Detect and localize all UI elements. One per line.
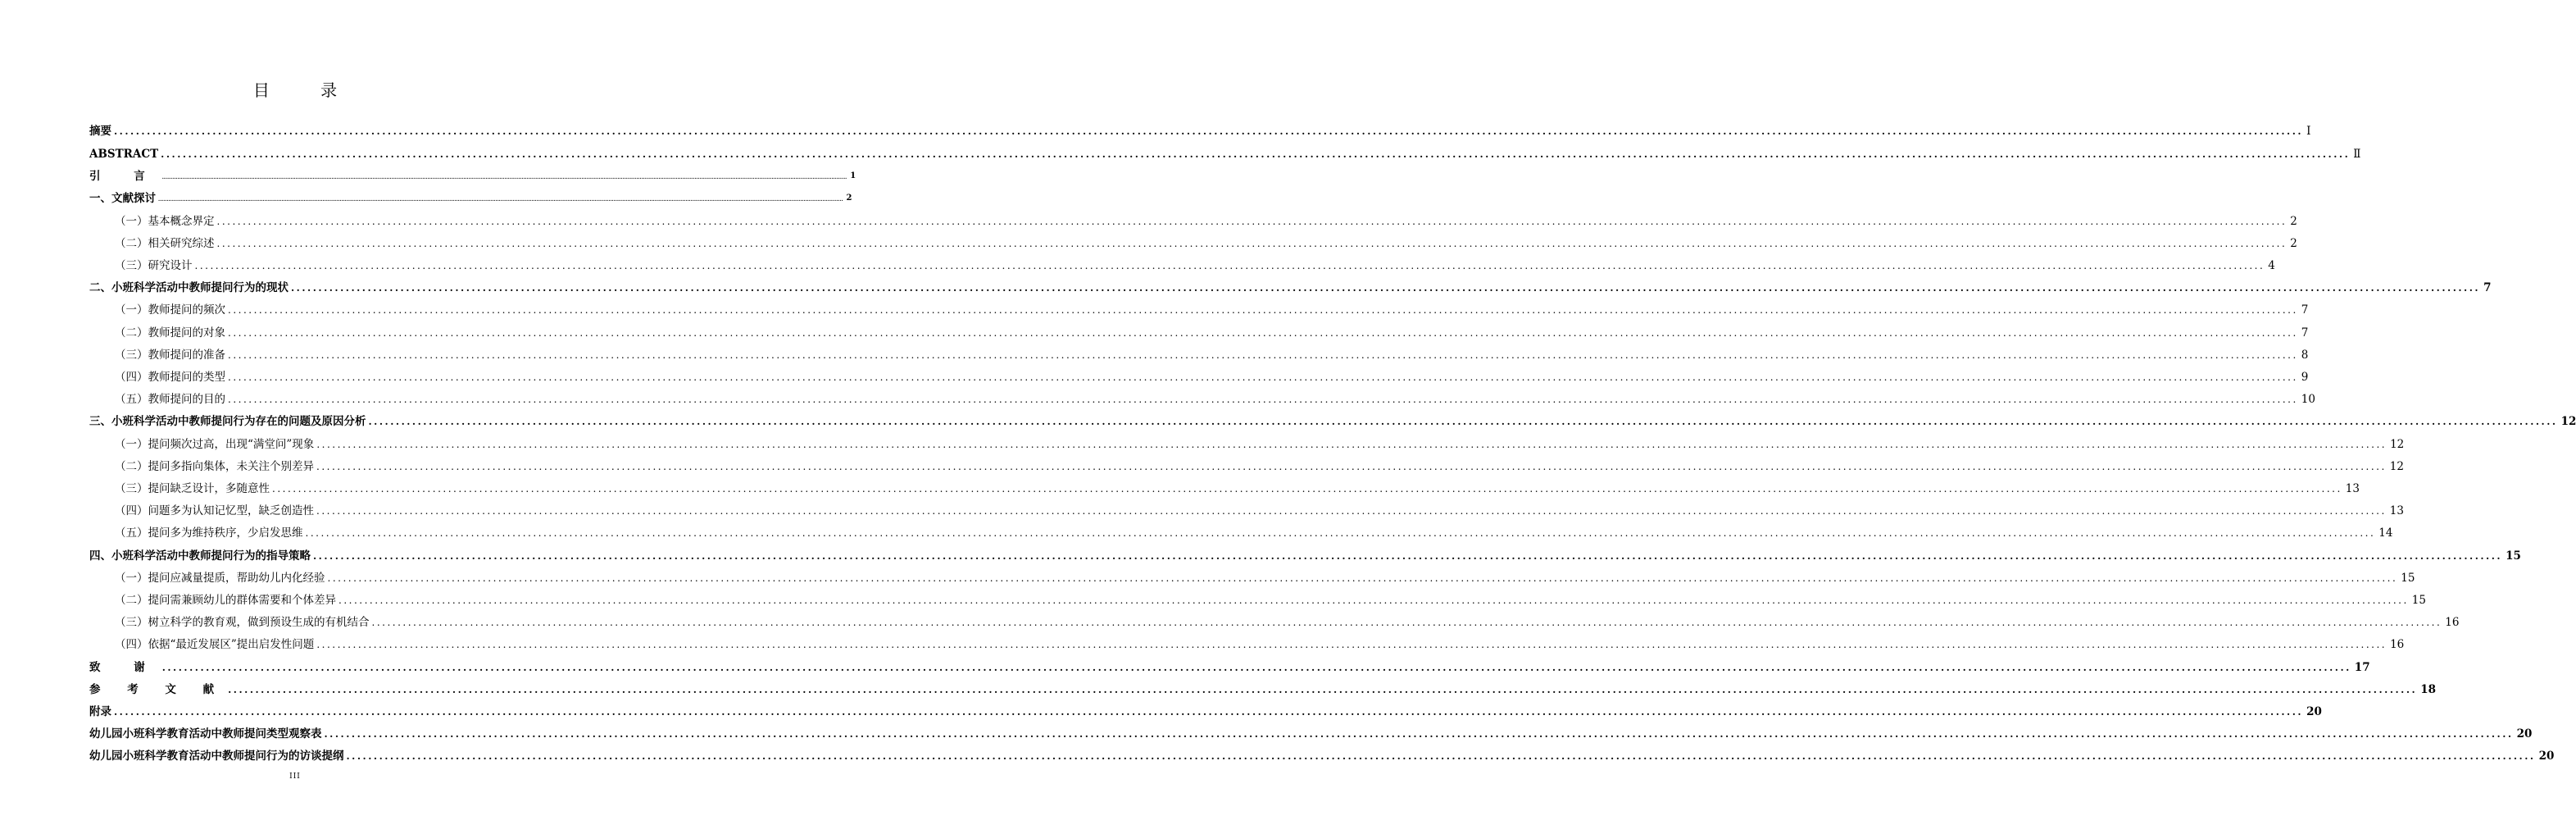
dot-leader: ................................................................................................................................................................................................................................................................................................................................................................................................................ — [327, 572, 2398, 584]
toc-entry-label: （二）教师提问的对象 — [115, 326, 225, 340]
page-title: 目 录 — [252, 80, 361, 100]
dot-leader: ................................................................................................................................................................................................................................................................................................................................................................................................................ — [368, 416, 2558, 427]
toc-entry-label: 三、小班科学活动中教师提问行为存在的问题及原因分析 — [89, 415, 366, 428]
toc-entry-label: 一、文献探讨 — [89, 192, 156, 205]
toc-entry-label: 幼儿园小班科学教育活动中教师提问行为的访谈提纲 — [89, 750, 344, 763]
dot-leader: ................................................................................................................................................................................................................................................................................................................................................................................................................ — [346, 750, 2536, 762]
toc-entry-page: 12 — [2390, 438, 2405, 451]
toc-entry[interactable] — [89, 143, 2361, 162]
dot-leader: ................................................................................................................................................................................................................................................................................................................................................................................................................ — [228, 349, 2298, 361]
dot-leader: ................................................................................................................................................................................................................................................................................................................................................................................................................ — [305, 527, 2376, 539]
toc-entry[interactable] — [115, 589, 2426, 608]
toc-entry-page: 15 — [2506, 549, 2521, 563]
dot-leader: ................................................................................................................................................................................................................................................................................................................................................................................................................ — [228, 371, 2298, 383]
dot-leader: ................................................................................................................................................................................................................................................................................................................................................................................................................ — [161, 148, 2351, 160]
toc-entry-page: 17 — [2354, 661, 2370, 674]
toc-entry[interactable] — [89, 410, 2576, 430]
page-number-footer: III — [289, 772, 301, 781]
toc-entry-page: Ⅰ — [2306, 125, 2311, 138]
toc-entry-label: （四）教师提问的类型 — [115, 371, 225, 384]
toc-entry[interactable] — [115, 299, 2309, 318]
dot-leader: ................................................................................................................................................................................................................................................................................................................................................................................................................ — [228, 327, 2298, 339]
toc-entry-label: （一）基本概念界定 — [115, 215, 215, 228]
toc-entry[interactable] — [115, 477, 2360, 497]
toc-entry-page: 7 — [2483, 281, 2492, 294]
toc-entry-page: 9 — [2301, 371, 2309, 384]
toc-entry[interactable] — [115, 633, 2405, 653]
toc-entry[interactable] — [115, 455, 2404, 475]
toc-entry[interactable] — [115, 344, 2309, 363]
toc-entry[interactable] — [89, 187, 852, 207]
toc-entry-label: 致 谢 — [89, 661, 160, 674]
toc-entry-page: 15 — [2401, 572, 2415, 585]
toc-entry-page: 4 — [2268, 259, 2275, 272]
toc-entry-label: 参 考 文 献 — [89, 683, 226, 696]
toc-entry[interactable] — [115, 321, 2309, 341]
toc-entry[interactable] — [89, 656, 2370, 676]
toc-entry-page: 13 — [2389, 504, 2404, 517]
toc-entry-page: 20 — [2516, 727, 2533, 741]
toc-entry-label: （二）提问需兼顾幼儿的群体需要和个体差异 — [115, 594, 336, 607]
dot-leader: ................................................................................................................................................................................................................................................................................................................................................................................................................ — [216, 238, 2288, 249]
toc-entry-label: 引 言 — [89, 170, 160, 183]
toc-entry[interactable] — [115, 522, 2393, 541]
toc-entry-label: （一）教师提问的频次 — [115, 303, 225, 317]
toc-entry[interactable] — [115, 366, 2309, 385]
toc-entry[interactable] — [115, 210, 2297, 230]
toc-entry-page: 18 — [2420, 683, 2436, 696]
toc-entry-page: Ⅱ — [2353, 148, 2361, 161]
toc-entry-page: 2 — [846, 194, 852, 203]
toc-entry-label: （四）依据“最近发展区”提出启发性问题 — [115, 638, 315, 651]
dot-leader: ................................................................................................................................................................................................................................................................................................................................................................................................................ — [114, 125, 2304, 137]
toc-entry-page: 7 — [2301, 303, 2309, 317]
toc-entry[interactable] — [115, 254, 2275, 274]
toc-entry-label: 幼儿园小班科学教育活动中教师提问类型观察表 — [89, 727, 322, 741]
toc-entry-label: （二）相关研究综述 — [115, 237, 215, 250]
dot-leader: ................................................................................................................................................................................................................................................................................................................................................................................................................ — [316, 639, 2387, 650]
toc-entry-label: （三）树立科学的教育观，做到预设生成的有机结合 — [115, 616, 370, 629]
dot-leader: ................................................................................................................................................................................................................................................................................................................................................................................................................ — [161, 175, 847, 180]
toc-entry[interactable] — [115, 567, 2415, 586]
dot-leader: ................................................................................................................................................................................................................................................................................................................................................................................................................ — [272, 483, 2342, 494]
toc-entry-page: 8 — [2301, 349, 2309, 362]
toc-entry-label: （五）教师提问的目的 — [115, 393, 225, 406]
toc-entry[interactable] — [89, 722, 2533, 742]
toc-entry-page: 12 — [2389, 460, 2404, 473]
toc-entry[interactable] — [89, 120, 2311, 139]
dot-leader: ................................................................................................................................................................................................................................................................................................................................................................................................................ — [338, 595, 2409, 606]
toc-entry[interactable] — [89, 745, 2555, 764]
toc-entry-page: 20 — [2538, 750, 2555, 763]
toc-entry-page: 2 — [2290, 237, 2297, 250]
toc-entry-label: 四、小班科学活动中教师提问行为的指导策略 — [89, 549, 311, 563]
toc-entry-label: ABSTRACT — [89, 148, 159, 161]
toc-entry-label: （一）提问应减量提质，帮助幼儿内化经验 — [115, 572, 325, 585]
dot-leader: ................................................................................................................................................................................................................................................................................................................................................................................................................ — [158, 197, 843, 203]
dot-leader: ................................................................................................................................................................................................................................................................................................................................................................................................................ — [316, 461, 2387, 472]
dot-leader: ................................................................................................................................................................................................................................................................................................................................................................................................................ — [316, 439, 2387, 450]
toc-entry[interactable] — [115, 433, 2405, 453]
toc-entry-label: （五）提问多为维持秩序，少启发思维 — [115, 526, 303, 540]
toc-entry-page: 16 — [2445, 616, 2460, 629]
toc-entry[interactable] — [115, 499, 2404, 519]
toc-entry[interactable] — [89, 276, 2492, 296]
toc-entry-label: 二、小班科学活动中教师提问行为的现状 — [89, 281, 288, 294]
toc-entry-page: 7 — [2301, 326, 2309, 340]
toc-entry-page: 1 — [850, 171, 856, 180]
toc-entry-page: 2 — [2290, 215, 2297, 228]
toc-entry-label: （三）提问缺乏设计，多随意性 — [115, 482, 270, 495]
dot-leader: ................................................................................................................................................................................................................................................................................................................................................................................................................ — [216, 216, 2288, 227]
dot-leader: ................................................................................................................................................................................................................................................................................................................................................................................................................ — [228, 684, 2418, 695]
toc-entry-label: （二）提问多指向集体，未关注个别差异 — [115, 460, 314, 473]
dot-leader: ................................................................................................................................................................................................................................................................................................................................................................................................................ — [291, 282, 2481, 294]
dot-leader: ................................................................................................................................................................................................................................................................................................................................................................................................................ — [114, 706, 2304, 718]
toc-entry-label: （四）问题多为认知记忆型，缺乏创造性 — [115, 504, 314, 517]
toc-entry-page: 16 — [2390, 638, 2405, 651]
dot-leader: ................................................................................................................................................................................................................................................................................................................................................................................................................ — [194, 260, 2265, 271]
toc-entry[interactable] — [89, 165, 856, 185]
dot-leader: ................................................................................................................................................................................................................................................................................................................................................................................................................ — [316, 505, 2387, 517]
dot-leader: ................................................................................................................................................................................................................................................................................................................................................................................................................ — [313, 550, 2503, 562]
toc-entry[interactable] — [115, 611, 2460, 631]
toc-entry-label: 摘要 — [89, 125, 111, 138]
toc-entry-label: 附录 — [89, 705, 111, 718]
toc-entry-label: （一）提问频次过高，出现“满堂问”现象 — [115, 438, 315, 451]
toc-entry-label: （三）教师提问的准备 — [115, 349, 225, 362]
dot-leader: ................................................................................................................................................................................................................................................................................................................................................................................................................ — [324, 728, 2514, 740]
toc-entry-page: 14 — [2378, 526, 2393, 540]
toc-entry[interactable] — [115, 388, 2315, 408]
dot-leader: ................................................................................................................................................................................................................................................................................................................................................................................................................ — [161, 662, 2351, 673]
toc-entry-page: 10 — [2301, 393, 2315, 406]
toc-entry-page: 15 — [2411, 594, 2426, 607]
dot-leader: ................................................................................................................................................................................................................................................................................................................................................................................................................ — [228, 304, 2298, 316]
toc-entry-page: 20 — [2306, 705, 2322, 718]
toc-entry[interactable] — [89, 678, 2436, 698]
dot-leader: ................................................................................................................................................................................................................................................................................................................................................................................................................ — [371, 617, 2442, 628]
toc-entry-page: 12 — [2560, 415, 2576, 428]
toc-entry[interactable] — [115, 232, 2297, 252]
dot-leader: ................................................................................................................................................................................................................................................................................................................................................................................................................ — [228, 394, 2298, 405]
toc-entry-label: （三）研究设计 — [115, 259, 193, 272]
toc-entry-page: 13 — [2345, 482, 2360, 495]
toc-entry[interactable] — [89, 545, 2521, 564]
toc-entry[interactable] — [89, 700, 2322, 720]
